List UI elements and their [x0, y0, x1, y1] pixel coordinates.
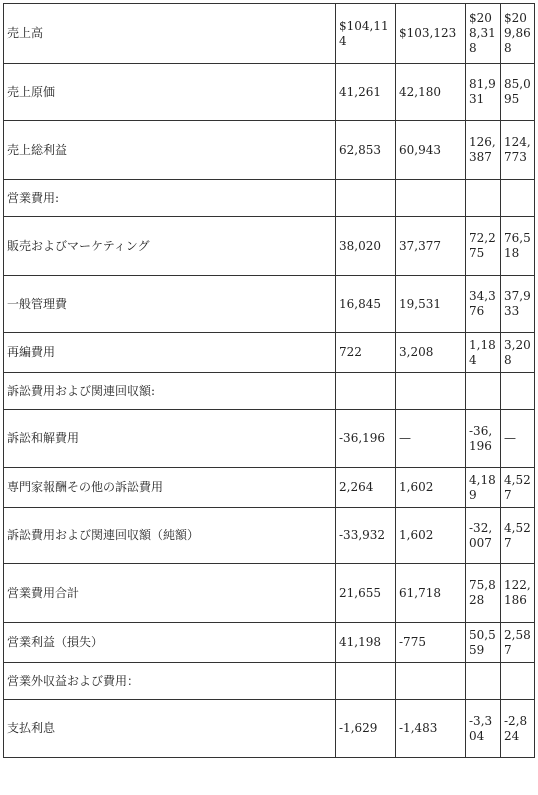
- row-label: 訴訟費用および関連回収額（純額）: [4, 508, 336, 564]
- row-label: 販売およびマーケティング: [4, 217, 336, 276]
- value-col-4: 124,773: [501, 121, 535, 180]
- table-row: [4, 700, 535, 758]
- table-row: [4, 663, 535, 700]
- value-col-2: 1,602: [396, 508, 466, 564]
- table-row: [4, 121, 535, 180]
- value-col-4: [501, 180, 535, 217]
- value-col-1: 2,264: [336, 468, 396, 508]
- value-col-2: 19,531: [396, 276, 466, 333]
- value-col-3: 1,184: [466, 333, 501, 373]
- value-col-1: 21,655: [336, 564, 396, 623]
- value-col-1: 41,261: [336, 64, 396, 121]
- value-col-2: 1,602: [396, 468, 466, 508]
- value-col-3: -32,007: [466, 508, 501, 564]
- value-col-1: 16,845: [336, 276, 396, 333]
- table-row: [4, 508, 535, 564]
- table-row: [4, 276, 535, 333]
- value-col-1: 41,198: [336, 623, 396, 663]
- value-col-2: [396, 373, 466, 410]
- value-col-1: [336, 180, 396, 217]
- value-col-3: 4,189: [466, 468, 501, 508]
- table-row: [4, 64, 535, 121]
- value-col-2: -1,483: [396, 700, 466, 758]
- table-row: [4, 373, 535, 410]
- value-col-1: [336, 663, 396, 700]
- value-col-4: 122,186: [501, 564, 535, 623]
- value-col-3: 81,931: [466, 64, 501, 121]
- table-row: [4, 333, 535, 373]
- table-row: [4, 468, 535, 508]
- row-label: 売上高: [4, 4, 336, 64]
- value-col-3: 126,387: [466, 121, 501, 180]
- value-col-1: -1,629: [336, 700, 396, 758]
- row-label: 一般管理費: [4, 276, 336, 333]
- value-col-4: [501, 663, 535, 700]
- value-col-2: 3,208: [396, 333, 466, 373]
- value-col-4: 4,527: [501, 468, 535, 508]
- row-label: 専門家報酬その他の訴訟費用: [4, 468, 336, 508]
- row-label: 営業利益（損失）: [4, 623, 336, 663]
- table-row: [4, 180, 535, 217]
- value-col-4: —: [501, 410, 535, 468]
- value-col-3: $208,318: [466, 4, 501, 64]
- value-col-4: 85,095: [501, 64, 535, 121]
- value-col-2: $103,123: [396, 4, 466, 64]
- value-col-4: [501, 373, 535, 410]
- value-col-2: [396, 180, 466, 217]
- value-col-3: 50,559: [466, 623, 501, 663]
- row-label: 再編費用: [4, 333, 336, 373]
- value-col-4: 76,518: [501, 217, 535, 276]
- value-col-1: -33,932: [336, 508, 396, 564]
- value-col-3: -36,196: [466, 410, 501, 468]
- value-col-1: [336, 373, 396, 410]
- value-col-3: [466, 663, 501, 700]
- table-row: [4, 4, 535, 64]
- row-label: 営業費用合計: [4, 564, 336, 623]
- income-statement-table: [3, 3, 535, 758]
- value-col-1: $104,114: [336, 4, 396, 64]
- table-row: [4, 217, 535, 276]
- table-row: [4, 564, 535, 623]
- table-row: [4, 410, 535, 468]
- value-col-3: 75,828: [466, 564, 501, 623]
- row-label: 営業費用:: [4, 180, 336, 217]
- value-col-3: 34,376: [466, 276, 501, 333]
- value-col-2: 60,943: [396, 121, 466, 180]
- value-col-2: 61,718: [396, 564, 466, 623]
- row-label: 売上総利益: [4, 121, 336, 180]
- value-col-4: 2,587: [501, 623, 535, 663]
- value-col-3: -3,304: [466, 700, 501, 758]
- value-col-3: 72,275: [466, 217, 501, 276]
- value-col-3: [466, 180, 501, 217]
- value-col-1: 62,853: [336, 121, 396, 180]
- value-col-2: 37,377: [396, 217, 466, 276]
- value-col-1: -36,196: [336, 410, 396, 468]
- value-col-1: 38,020: [336, 217, 396, 276]
- value-col-3: [466, 373, 501, 410]
- table-row: [4, 623, 535, 663]
- row-label: 営業外収益および費用：: [4, 663, 336, 700]
- value-col-1: 722: [336, 333, 396, 373]
- value-col-4: 4,527: [501, 508, 535, 564]
- row-label: 売上原価: [4, 64, 336, 121]
- value-col-4: 3,208: [501, 333, 535, 373]
- value-col-4: 37,933: [501, 276, 535, 333]
- value-col-4: $209,868: [501, 4, 535, 64]
- value-col-2: [396, 663, 466, 700]
- value-col-2: -775: [396, 623, 466, 663]
- row-label: 訴訟費用および関連回収額:: [4, 373, 336, 410]
- value-col-2: 42,180: [396, 64, 466, 121]
- row-label: 支払利息: [4, 700, 336, 758]
- row-label: 訴訟和解費用: [4, 410, 336, 468]
- value-col-4: -2,824: [501, 700, 535, 758]
- value-col-2: —: [396, 410, 466, 468]
